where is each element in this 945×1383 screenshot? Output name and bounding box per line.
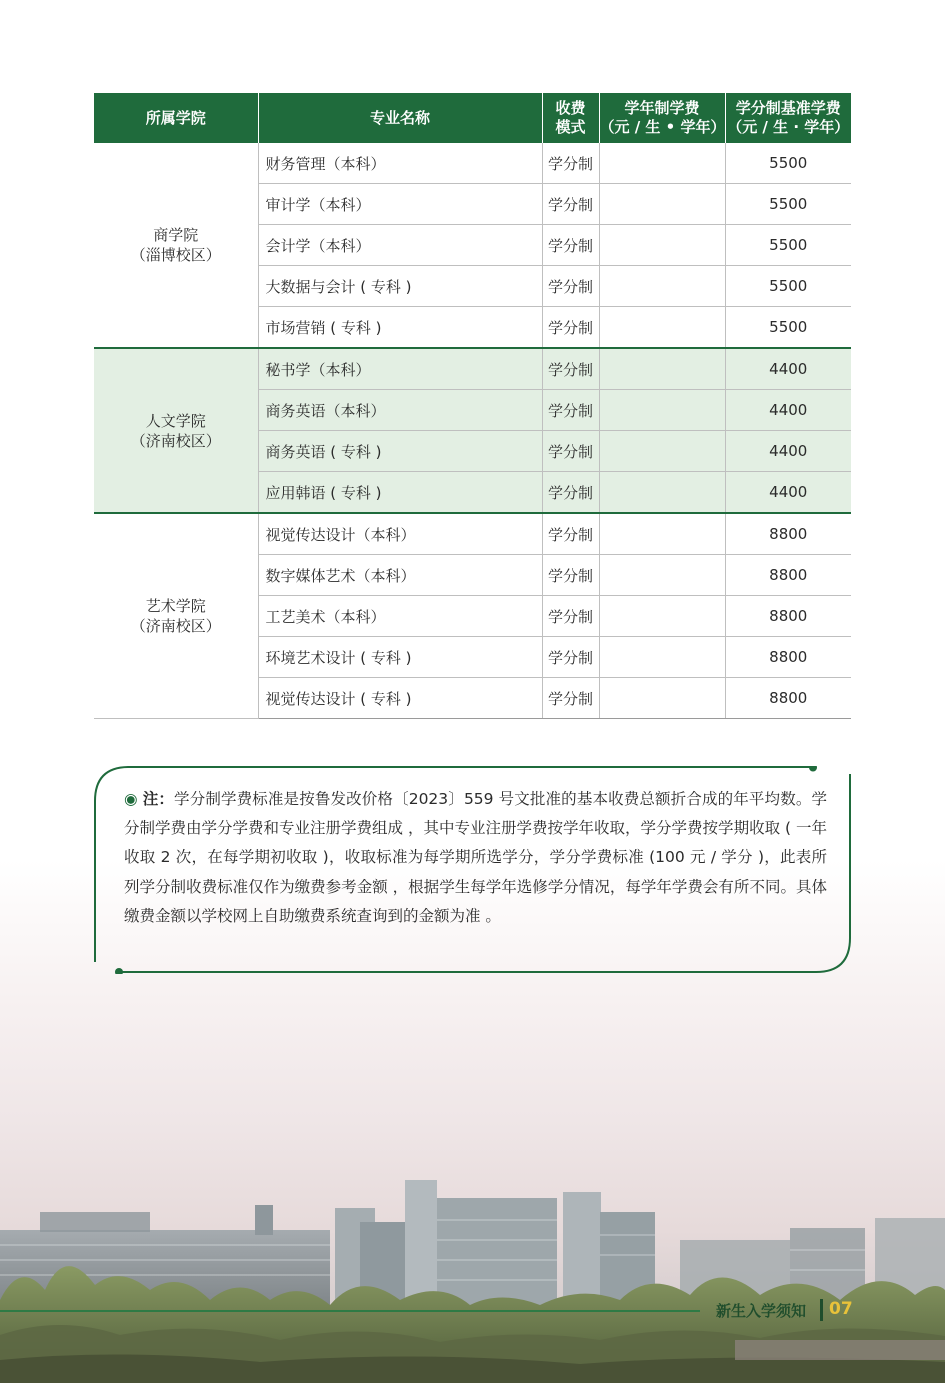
fee-mode-cell: 学分制 [542, 596, 599, 637]
year-fee-cell [599, 307, 725, 349]
tuition-note [124, 785, 827, 931]
major-cell: 财务管理（本科） [258, 143, 542, 184]
year-fee-cell [599, 143, 725, 184]
note-lead: 注： [142, 790, 175, 808]
year-fee-cell [599, 348, 725, 390]
credit-fee-cell: 4400 [725, 431, 851, 472]
major-cell: 环境艺术设计 ( 专科 ) [258, 637, 542, 678]
college-cell: 商学院 （淄博校区） [94, 143, 258, 348]
table-row [94, 348, 851, 390]
campus-scene-illustration [0, 1150, 945, 1383]
year-fee-cell [599, 184, 725, 225]
year-fee-cell [599, 596, 725, 637]
fee-mode-cell: 学分制 [542, 266, 599, 307]
credit-fee-cell: 5500 [725, 184, 851, 225]
major-cell: 商务英语（本科） [258, 390, 542, 431]
credit-fee-cell: 5500 [725, 307, 851, 349]
header-college: 所属学院 [94, 93, 258, 143]
credit-fee-cell: 4400 [725, 348, 851, 390]
fee-mode-cell: 学分制 [542, 678, 599, 719]
year-fee-cell [599, 513, 725, 555]
fee-mode-cell: 学分制 [542, 472, 599, 514]
header-credit-fee: 学分制基准学费 （元 / 生 · 学年） [725, 93, 851, 143]
credit-fee-cell: 8800 [725, 596, 851, 637]
major-cell: 工艺美术（本科） [258, 596, 542, 637]
major-cell: 大数据与会计 ( 专科 ) [258, 266, 542, 307]
college-group-arts [94, 513, 851, 719]
footer-rule [0, 1310, 700, 1312]
major-cell: 应用韩语 ( 专科 ) [258, 472, 542, 514]
credit-fee-cell: 5500 [725, 225, 851, 266]
fee-mode-cell: 学分制 [542, 348, 599, 390]
fee-mode-cell: 学分制 [542, 225, 599, 266]
major-cell: 视觉传达设计（本科） [258, 513, 542, 555]
header-fee-mode: 收费 模式 [542, 93, 599, 143]
note-body: 学分制学费标准是按鲁发改价格〔2023〕559 号文批准的基本收费总额折合成的年平均数。学分制学费由学分学费和专业注册学费组成 ，其中专业注册学费按学年收取，学分学费按学期收取 ( 一年收取 2 次，在每学期初收取 )，收取标准为每学期所选学分，学分学费标准 (100 元 / 学分 )，此表所列学分制收费标准仅作为缴费参考金额 ，根据学生每学年选修学分情况，每学年学费会有所不同。具体缴费金额以学校网上自助缴费系统查询到的金额为准 。 [124, 790, 827, 925]
year-fee-cell [599, 555, 725, 596]
table-header-row [94, 93, 851, 143]
fee-mode-cell: 学分制 [542, 555, 599, 596]
credit-fee-cell: 8800 [725, 513, 851, 555]
fee-mode-cell: 学分制 [542, 513, 599, 555]
credit-fee-cell: 8800 [725, 678, 851, 719]
fee-mode-cell: 学分制 [542, 184, 599, 225]
credit-fee-cell: 8800 [725, 637, 851, 678]
footer-separator [820, 1299, 823, 1321]
credit-fee-cell: 4400 [725, 390, 851, 431]
table-row [94, 513, 851, 555]
table-row [94, 143, 851, 184]
college-cell: 艺术学院 （济南校区） [94, 513, 258, 719]
major-cell: 秘书学（本科） [258, 348, 542, 390]
fee-mode-cell: 学分制 [542, 637, 599, 678]
year-fee-cell [599, 266, 725, 307]
credit-fee-cell: 5500 [725, 266, 851, 307]
major-cell: 商务英语 ( 专科 ) [258, 431, 542, 472]
major-cell: 视觉传达设计 ( 专科 ) [258, 678, 542, 719]
year-fee-cell [599, 390, 725, 431]
year-fee-cell [599, 225, 725, 266]
college-group-business [94, 143, 851, 348]
major-cell: 审计学（本科） [258, 184, 542, 225]
college-cell: 人文学院 （济南校区） [94, 348, 258, 513]
page-number: 07 [829, 1299, 853, 1319]
year-fee-cell [599, 472, 725, 514]
header-major: 专业名称 [258, 93, 542, 143]
major-cell: 市场营销 ( 专科 ) [258, 307, 542, 349]
footer-title: 新生入学须知 [716, 1302, 807, 1320]
fee-mode-cell: 学分制 [542, 431, 599, 472]
credit-fee-cell: 4400 [725, 472, 851, 514]
fee-mode-cell: 学分制 [542, 390, 599, 431]
bullet-circle-icon: ◉ [124, 790, 138, 808]
tuition-table [94, 93, 851, 719]
year-fee-cell [599, 431, 725, 472]
fee-mode-cell: 学分制 [542, 307, 599, 349]
credit-fee-cell: 5500 [725, 143, 851, 184]
credit-fee-cell: 8800 [725, 555, 851, 596]
year-fee-cell [599, 678, 725, 719]
fee-mode-cell: 学分制 [542, 143, 599, 184]
college-group-humanities [94, 348, 851, 513]
major-cell: 会计学（本科） [258, 225, 542, 266]
major-cell: 数字媒体艺术（本科） [258, 555, 542, 596]
header-year-fee: 学年制学费 （元 / 生 • 学年） [599, 93, 725, 143]
year-fee-cell [599, 637, 725, 678]
